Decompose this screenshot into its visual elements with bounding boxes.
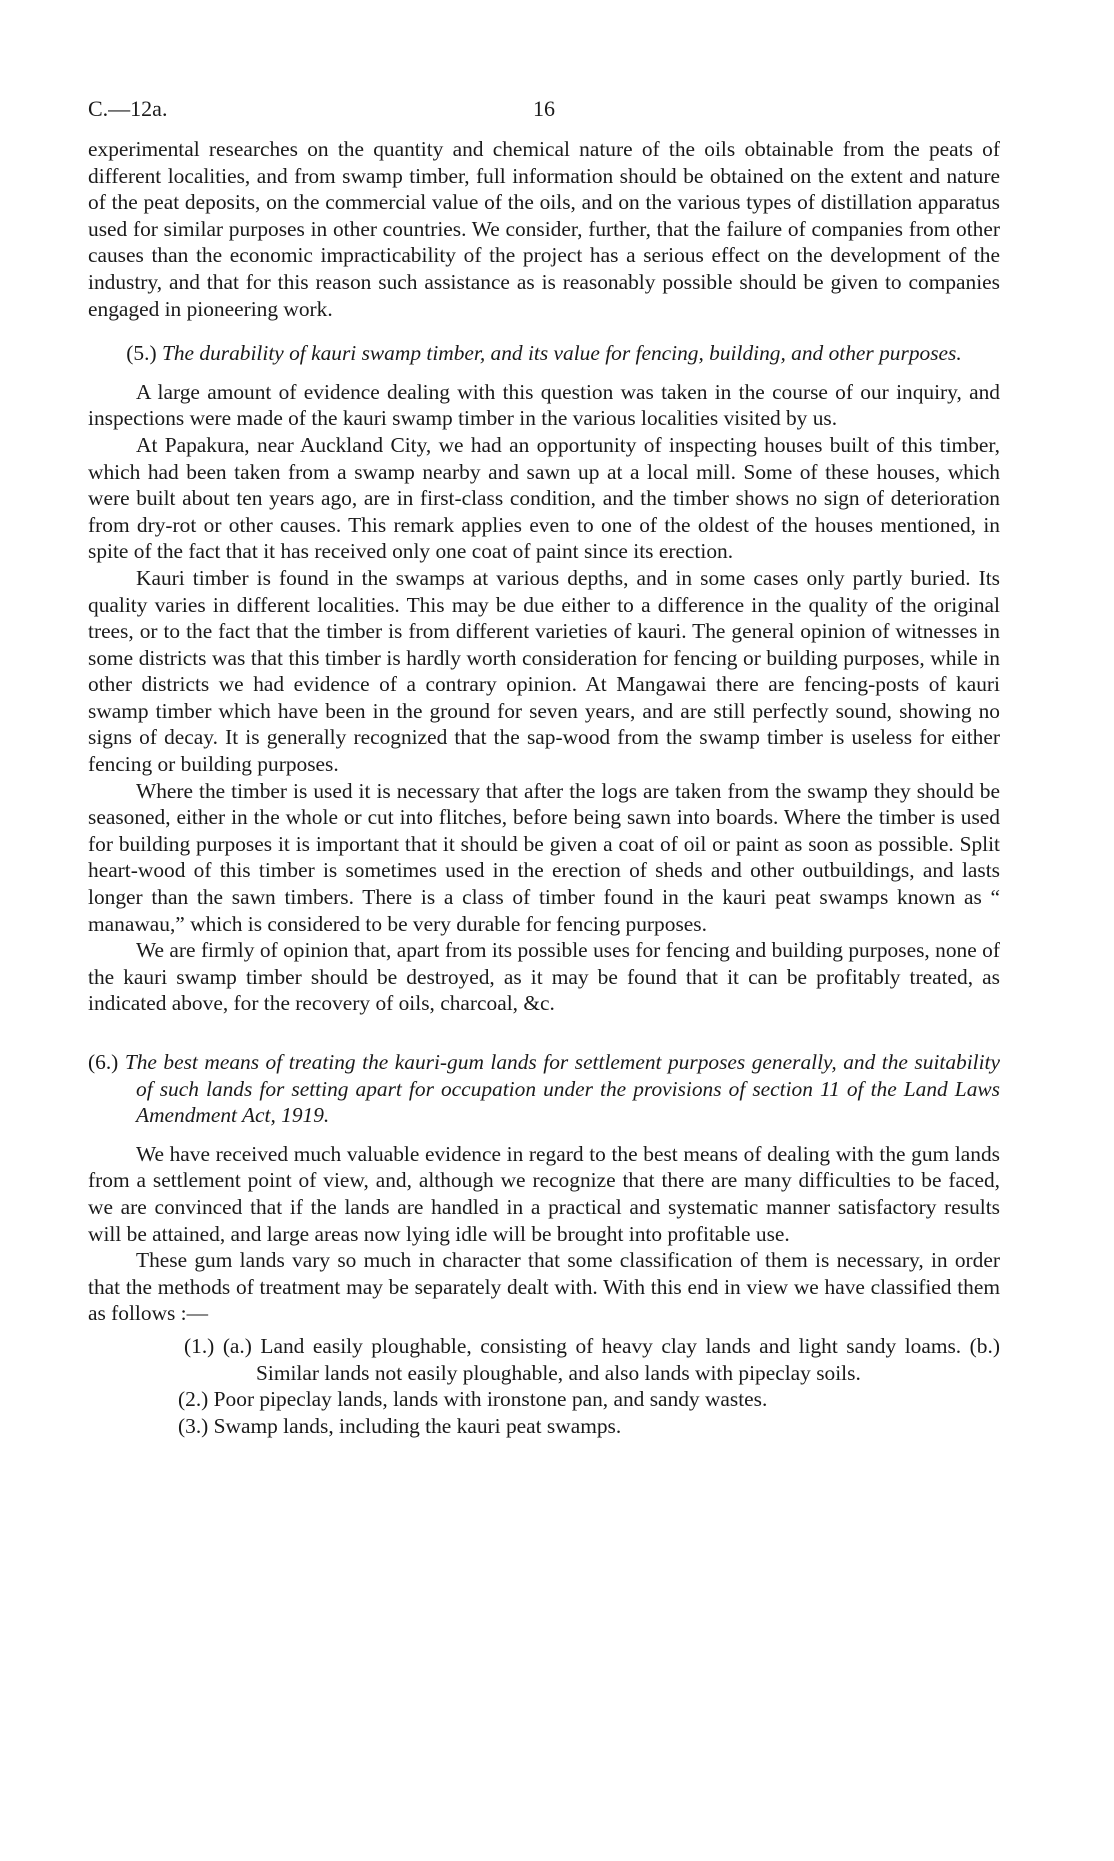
- list-subnumber: (a.): [222, 1333, 252, 1358]
- page-header: [88, 96, 1000, 136]
- paragraph-intro: experimental researches on the quantity and chemical nature of the oils obtainable from the peats of different localities, and from swamp timber, full information should be obtained on the extent and nature of the peat deposits, on the commercial value of the oils, and on the various types of distillation apparatus used for similar purposes in other countries. We consider, further, that the failure of companies from other causes than the economic impracticability of the project has a serious effect on the development of the industry, and that for this reason such assistance as is reasonably possible should be given to companies engaged in pioneering work.: [88, 137, 1000, 321]
- paragraph: Kauri timber is found in the swamps at various depths, and in some cases only partly buried. Its quality varies in different localities. This may be due either to a difference in the quality of the original trees, or to the fact that the timber is from different varieties of kauri. The general opinion of witnesses in some districts was that this timber is hardly worth consideration for fencing or building purposes, while in other districts we had evidence of a contrary opinion. At Mangawai there are fencing-posts of kauri swamp timber which have been in the ground for seven years, and are still perfectly sound, showing no signs of decay. It is generally recognized that the sap-wood from the swamp timber is useless for either fencing or building purposes.: [88, 565, 1000, 777]
- section-title: The durability of kauri swamp timber, and its value for fencing, building, and other purposes.: [161, 341, 962, 366]
- list-text: Poor pipeclay lands, lands with ironstone pan, and sandy wastes.: [213, 1387, 768, 1412]
- section-title: The best means of treating the kauri-gum lands for settlement purposes generally, and the suitability of such lands for setting apart for occupation under the provisions of section 11 of the Land Laws Amendment Act, 1919.: [124, 1050, 1000, 1128]
- page-number: 16: [533, 96, 555, 121]
- list-number: (2.): [178, 1387, 209, 1412]
- paragraph: Where the timber is used it is necessary that after the logs are taken from the swamp they should be seasoned, either in the whole or cut into flitches, before being sawn into boards. Where the timber is used for building purposes it is important that it should be given a coat of oil or paint as soon as possible. Split heart-wood of this timber is sometimes used in the erection of sheds and other outbuildings, and lasts longer than the sawn timbers. There is a class of timber found in the kauri peat swamps known as “ manawau,” which is considered to be very durable for fencing purposes.: [88, 778, 1000, 936]
- paragraph: We are firmly of opinion that, apart from its possible uses for fencing and building purposes, none of the kauri swamp timber should be destroyed, as it may be found that it can be profitably treated, as indicated above, for the recovery of oils, charcoal, &c.: [88, 938, 1000, 1016]
- section-heading-5: [88, 340, 1000, 367]
- paragraph: At Papakura, near Auckland City, we had an opportunity of inspecting houses built of this timber, which had been taken from a swamp nearby and sawn up at a local mill. Some of these houses, which were built about ten years ago, are in first-class condition, and the timber shows no sign of deterioration from dry-rot or other causes. This remark applies even to one of the oldest of the houses mentioned, in spite of the fact that it has received only one coat of paint since its erection.: [88, 432, 1000, 564]
- document-page: [88, 96, 1000, 1439]
- list-number: (3.): [178, 1413, 209, 1438]
- list-item: [88, 1333, 1000, 1386]
- section-heading-6: [88, 1049, 1000, 1129]
- section-number: (6.): [88, 1050, 119, 1074]
- classification-list: [88, 1333, 1000, 1439]
- paragraph: A large amount of evidence dealing with this question was taken in the course of our inquiry, and inspections were made of the kauri swamp timber in the various localities visited by us.: [88, 379, 1000, 431]
- list-number: (1.): [184, 1333, 215, 1358]
- list-text: Swamp lands, including the kauri peat swamps.: [213, 1413, 622, 1438]
- document-code: C.—12a.: [88, 96, 168, 121]
- list-subnumber: (b.): [969, 1333, 1000, 1358]
- list-text: Land easily ploughable, consisting of heavy clay lands and light sandy loams.: [260, 1333, 962, 1358]
- list-item: [88, 1413, 1000, 1440]
- list-item: [88, 1386, 1000, 1413]
- paragraph: We have received much valuable evidence in regard to the best means of dealing with the gum lands from a settlement point of view, and, although we recognize that there are many difficulties to be faced, we are convinced that if the lands are handled in a practical and systematic manner satisfactory results will be attained, and large areas now lying idle will be brought into profitable use.: [88, 1141, 1000, 1246]
- paragraph: These gum lands vary so much in character that some classification of them is necessary, in order that the methods of treatment may be separately dealt with. With this end in view we have classified them as follows :—: [88, 1248, 1000, 1326]
- section-number: (5.): [126, 341, 157, 366]
- list-text: Similar lands not easily ploughable, and also lands with pipeclay soils.: [256, 1360, 861, 1385]
- spacer: [88, 1017, 1000, 1031]
